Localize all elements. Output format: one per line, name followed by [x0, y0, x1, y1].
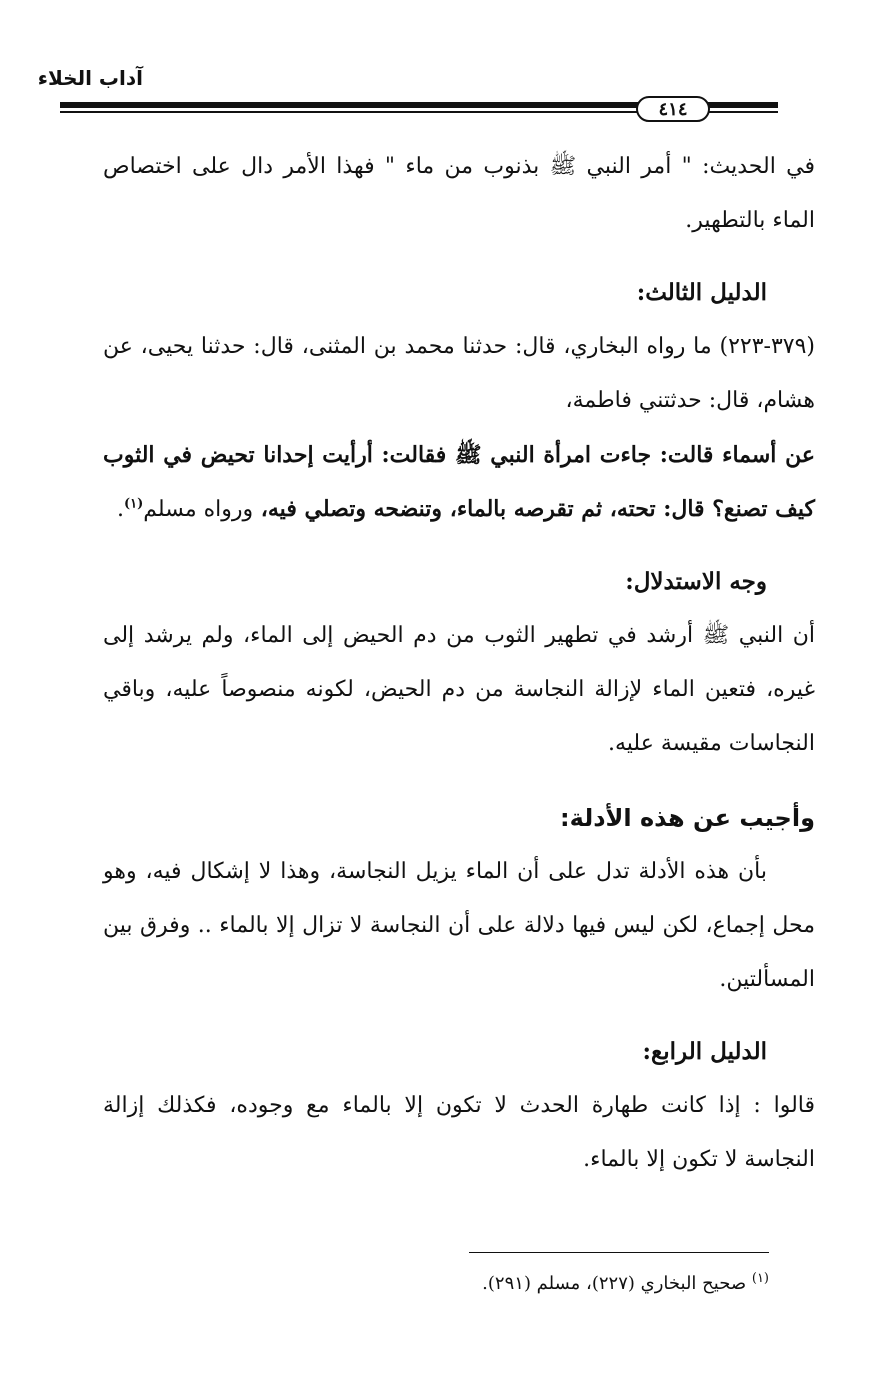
- hadith-tail: ورواه مسلم: [143, 497, 254, 522]
- paragraph-istidlal: أن النبي ﷺ أرشد في تطهير الثوب من دم الحيض إلى الماء، ولم يرشد إلى غيره، فتعين الماء لإزالة النجاسة من دم الحيض، لكونه منصوصاً عليه، وباقي النجاسات مقيسة عليه.: [103, 623, 815, 756]
- paragraph-answer: بأن هذه الأدلة تدل على أن الماء يزيل النجاسة، وهذا لا إشكال فيه، وهو محل إجماع، لكن ليس فيها دلالة على أن النجاسة لا تزال إلا بالماء .. وفرق بين المسألتين.: [103, 859, 815, 992]
- footnote: [169, 1264, 769, 1304]
- page-number: ٤١٤: [636, 96, 710, 122]
- heading-wajh-istidlal: وجه الاستدلال:: [625, 568, 767, 595]
- paragraph-hadith: [103, 428, 815, 537]
- header-rule: [60, 96, 778, 120]
- heading-fourth-evidence: الدليل الرابع:: [642, 1038, 767, 1065]
- heading-answer: وأجيب عن هذه الأدلة:: [560, 804, 815, 832]
- footnote-text: صحيح البخاري (٢٢٧)، مسلم (٢٩١).: [482, 1273, 747, 1294]
- footnote-marker: (١): [751, 1271, 769, 1286]
- running-title: آداب الخلاء: [37, 66, 143, 90]
- paragraph-fourth: قالوا : إذا كانت طهارة الحدث لا تكون إلا بالماء مع وجوده، فكذلك إزالة النجاسة لا تكون إلا بالماء.: [103, 1093, 815, 1172]
- footnote-reference: (١): [123, 496, 144, 512]
- hadith-text: عن أسماء قالت: جاءت امرأة النبي ﷺ فقالت: أرأيت إحدانا تحيض في الثوب كيف تصنع؟ قال: تحته، ثم تقرصه بالماء، وتنضحه وتصلي فيه،: [103, 442, 815, 522]
- body-text: [103, 140, 815, 1187]
- paragraph-isnad: (٣٧٩-٢٢٣) ما رواه البخاري، قال: حدثنا محمد بن المثنى، قال: حدثنا يحيى، عن هشام، قال: حدثتني فاطمة،: [103, 334, 815, 413]
- heading-third-evidence: الدليل الثالث:: [636, 279, 767, 306]
- footnote-rule: [469, 1252, 769, 1253]
- hadith-end: .: [116, 497, 124, 522]
- paragraph-intro: في الحديث: " أمر النبي ﷺ بذنوب من ماء " فهذا الأمر دال على اختصاص الماء بالتطهير.: [103, 154, 815, 233]
